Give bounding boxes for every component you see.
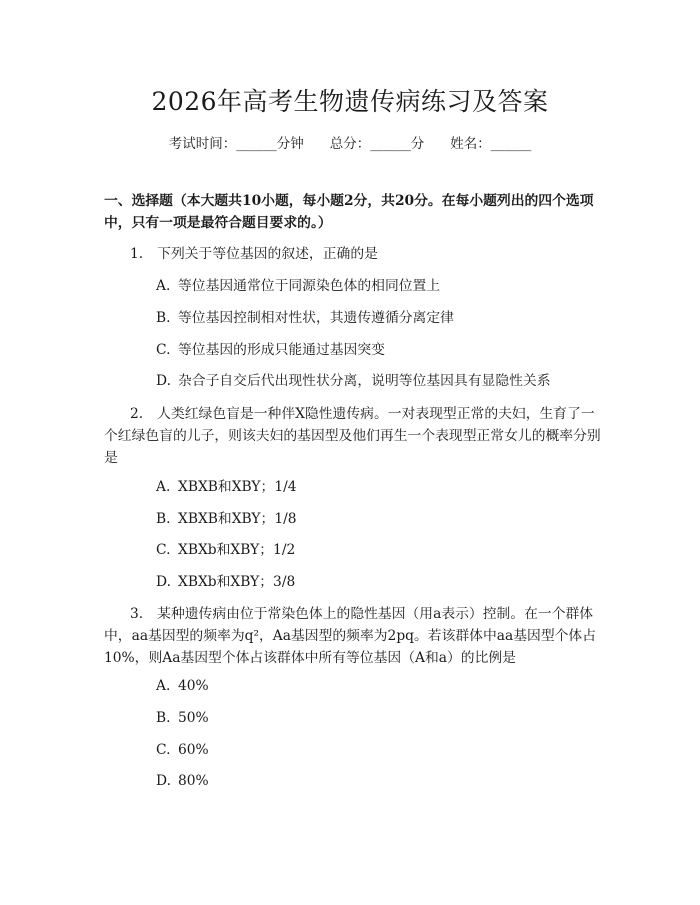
question-2-stem <box>104 403 602 469</box>
option-text: 等位基因通常位于同源染色体的相同位置上 <box>178 278 441 294</box>
option-letter: C. <box>156 342 171 358</box>
option-letter: D. <box>156 574 171 590</box>
time-label: 考试时间： <box>168 136 237 152</box>
option-letter: D. <box>156 373 171 389</box>
time-unit: 分钟 <box>276 136 304 152</box>
option-letter: A. <box>156 678 171 694</box>
option-text: 等位基因控制相对性状，其遗传遵循分离定律 <box>178 310 454 326</box>
question-text: 下列关于等位基因的叙述，正确的是 <box>157 246 378 262</box>
question-3-option-c <box>156 740 209 760</box>
question-3-option-d <box>156 771 209 791</box>
score-unit: 分 <box>410 136 425 152</box>
score-blank: ______ <box>370 136 411 152</box>
option-text: XBXB和XBY；1/8 <box>178 511 297 527</box>
option-letter: D. <box>156 773 171 789</box>
option-text: 60% <box>178 742 209 758</box>
option-letter: C. <box>156 542 171 558</box>
exam-info-row <box>0 132 700 152</box>
option-letter: A. <box>156 278 171 294</box>
name-label: 姓名： <box>450 136 491 152</box>
question-1-option-d <box>156 371 551 391</box>
name-blank: ______ <box>490 136 532 152</box>
question-2-option-a <box>156 477 297 497</box>
option-text: XBXb和XBY；3/8 <box>178 574 296 590</box>
question-number: 2. <box>130 406 144 422</box>
option-text: XBXb和XBY；1/2 <box>178 542 296 558</box>
option-text: XBXB和XBY；1/4 <box>178 479 297 495</box>
question-1-option-c <box>156 340 385 360</box>
score-label: 总分： <box>329 136 371 152</box>
question-1-stem <box>104 243 602 265</box>
option-letter: A. <box>156 479 171 495</box>
question-3-stem <box>104 603 602 669</box>
question-text: 人类红绿色盲是一种伴X隐性遗传病。一对表现型正常的夫妇，生育了一个红绿色盲的儿子，则该夫妇的基因型及他们再生一个表现型正常女儿的概率分别是 <box>104 406 601 466</box>
option-letter: B. <box>156 710 171 726</box>
question-text: 某种遗传病由位于常染色体上的隐性基因（用a表示）控制。在一个群体中，aa基因型的频率为q²，Aa基因型的频率为2pq。若该群体中aa基因型个体占10%，则Aa基因型个体占该群体中所有等位基因（A和a）的比例是 <box>104 606 597 666</box>
question-3-option-a <box>156 676 209 696</box>
option-text: 80% <box>178 773 209 789</box>
section-header: 一、选择题（本大题共10小题，每小题2分，共20分。在每小题列出的四个选项中，只有一项是最符合题目要求的。） <box>104 193 594 231</box>
page-title: 2026年高考生物遗传病练习及答案 <box>151 87 549 116</box>
question-number: 1. <box>130 246 144 262</box>
question-3-option-b <box>156 708 209 728</box>
option-letter: C. <box>156 742 171 758</box>
option-text: 等位基因的形成只能通过基因突变 <box>178 342 385 358</box>
question-2-option-c <box>156 540 295 560</box>
option-text: 50% <box>178 710 209 726</box>
question-number: 3. <box>130 606 144 622</box>
question-1-option-a <box>156 276 440 296</box>
option-letter: B. <box>156 310 171 326</box>
question-2-option-b <box>156 509 297 529</box>
option-text: 40% <box>178 678 209 694</box>
option-letter: B. <box>156 511 171 527</box>
question-2-option-d <box>156 572 295 592</box>
question-1-option-b <box>156 308 454 328</box>
time-blank: ______ <box>236 136 277 152</box>
option-text: 杂合子自交后代出现性状分离，说明等位基因具有显隐性关系 <box>178 373 551 389</box>
